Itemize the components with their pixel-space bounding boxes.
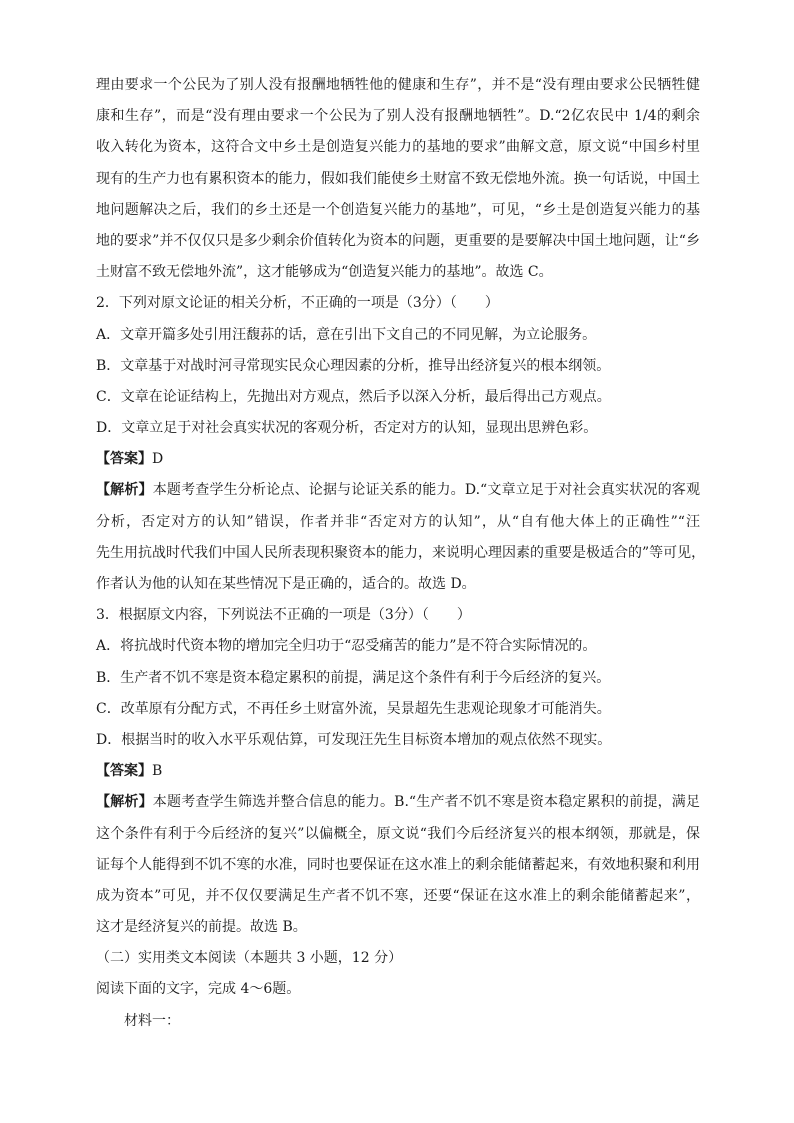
option-a: A．将抗战时代资本物的增加完全归功于“忍受痛苦的能力”是不符合实际情况的。	[96, 638, 597, 655]
analysis-text: 本题考查学生分析论点、论据与论证关系的能力。D.“文章立足于对社会真实状况的客观	[152, 482, 700, 499]
text-line: 理由要求一个公民为了别人没有报酬地牺牲他的健康和生存”，并不是“没有理由要求公民牺牲健	[96, 77, 700, 93]
question-stem: 3．根据原文内容，下列说法不正确的一项是（3分）（ ）	[96, 607, 471, 624]
option-b: B．文章基于对战时河寻常现实民众心理因素的分析，推导出经济复兴的根本纲领。	[96, 357, 611, 374]
text-line: 这个条件有利于今后经济的复兴”以偏概全，原文说“我们今后经济复兴的根本纲领，那就是，保	[96, 825, 700, 842]
text-line: 成为资本”可见，并不仅仅要满足生产者不饥不寒，还要“保证在这水准上的剩余能储蓄起来”，	[96, 887, 700, 904]
analysis-paragraph-continued	[96, 70, 700, 288]
material-label: 材料一：	[124, 1012, 180, 1029]
question-3	[96, 600, 700, 943]
answer-label: 【答案】	[96, 451, 152, 468]
section-heading: （二）实用类文本阅读（本题共 3 小题，12 分）	[96, 950, 403, 967]
question-stem: 2．下列对原文论证的相关分析，不正确的一项是（3分）（ ）	[96, 295, 499, 312]
text-line: 康和生存”，而是“没有理由要求一个公民为了别人没有报酬地牺牲”。D.“2亿农民中 1/4的剩余	[96, 108, 700, 125]
analysis-text: 本题考查学生筛选并整合信息的能力。B.“生产者不饥不寒是资本稳定累积的前提，满足	[152, 794, 700, 811]
analysis-label: 【解析】	[96, 482, 153, 499]
text-line: 先生用抗战时代我们中国人民所表现积聚资本的能力，来说明心理因素的重要是极适合的”等可见，	[96, 544, 706, 561]
text-line: 地的要求”并不仅仅只是多少剩余价值转化为资本的问题，更重要的是要解决中国土地问题，让“乡	[96, 232, 700, 249]
text-line: 这才是经济复兴的前提。故选 B。	[96, 919, 307, 936]
text-line: 证每个人能得到不饥不寒的水准，同时也要保证在这水准上的剩余能储蓄起来，有效地积聚和利用	[96, 856, 700, 873]
text-line: 现有的生产力也有累积资本的能力，假如我们能使乡土财富不致无偿地外流。换一句话说，中国土	[96, 170, 700, 187]
text-line: 地问题解决之后，我们的乡土还是一个创造复兴能力的基地”，可见，“乡土是创造复兴能力的基	[96, 201, 700, 218]
option-d: D．根据当时的收入水平乐观估算，可发现汪先生目标资本增加的观点依然不现实。	[96, 731, 612, 748]
question-2	[96, 288, 706, 600]
answer-line	[96, 756, 700, 787]
analysis-line	[96, 475, 700, 506]
text-line: 作者认为他的认知在某些情况下是正确的，适合的。故选 D。	[96, 576, 476, 592]
option-c: C．改革原有分配方式，不再任乡土财富外流，吴景超先生悲观论现象才可能消失。	[96, 700, 611, 717]
answer-line	[96, 444, 700, 475]
text-line: 土财富不致无偿地外流”，这才能够成为“创造复兴能力的基地”。故选 C。	[96, 264, 553, 281]
option-c: C．文章在论证结构上，先抛出对方观点，然后予以深入分析，最后得出己方观点。	[96, 388, 611, 405]
analysis-line	[96, 787, 700, 818]
option-d: D．文章立足于对社会真实状况的客观分析，否定对方的认知，显现出思辨色彩。	[96, 420, 598, 437]
text-line: 分析，否定对方的认知”错误，作者并非“否定对方的认知”，从“自有他大体上的正确性”“汪	[96, 513, 700, 530]
document-page	[96, 70, 706, 1037]
analysis-label: 【解析】	[96, 794, 153, 811]
section-instruction: 阅读下面的文字，完成 4～6题。	[96, 981, 301, 998]
option-b: B．生产者不饥不寒是资本稳定累积的前提，满足这个条件有利于今后经济的复兴。	[96, 669, 611, 686]
option-a: A．文章开篇多处引用汪馥荪的话，意在引出下文自己的不同见解，为立论服务。	[96, 326, 597, 343]
text-line: 收入转化为资本，这符合文中乡土是创造复兴能力的基地的要求”曲解文意，原文说“中国乡村里	[96, 139, 700, 156]
answer-label: 【答案】	[96, 763, 152, 780]
answer-value: B	[152, 763, 163, 780]
answer-value: D	[152, 451, 164, 468]
